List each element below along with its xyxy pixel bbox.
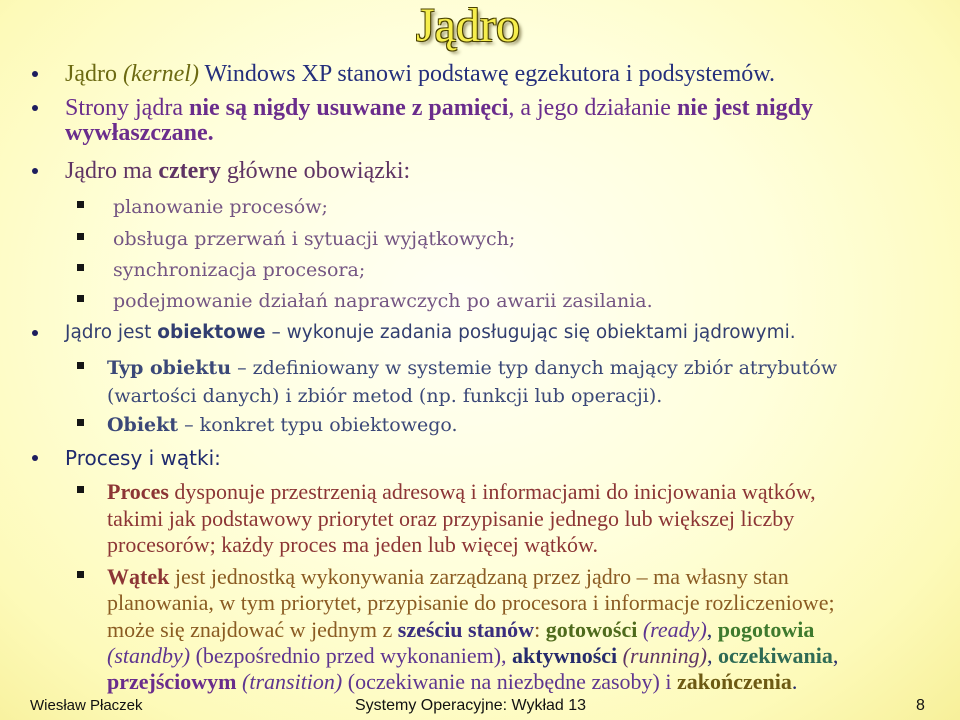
thread-text: planowania, w tym priorytet, przypisanie do procesora i informacje rozliczeniowe;: [107, 590, 835, 616]
process-text: takimi jak podstawowy priorytet oraz przypisanie jednego lub większej liczby: [107, 505, 795, 531]
square-bullet-icon: [77, 486, 84, 493]
bullet-dot-icon: [32, 455, 38, 461]
footer-course: Systemy Operacyjne: Wykład 13: [355, 697, 587, 714]
thread-text: może się znajdować w jednym z: [107, 616, 393, 642]
state-standby-note: (bezpośrednio przed wykonaniem),: [195, 642, 507, 668]
duties-intro: [65, 158, 410, 184]
process-text: procesorów; każdy proces ma jeden lub więcej wątków.: [107, 532, 598, 557]
object-type-term: Typ obiektu: [107, 357, 232, 379]
state-terminated: zakończenia: [676, 669, 792, 694]
objects-keyword: obiektowe: [157, 322, 266, 343]
state-ready-english: (ready): [642, 616, 707, 642]
objects-intro-end: – wykonuje zadania posługując się obiektami jądrowymi.: [271, 322, 796, 343]
kernel-term-english: (kernel): [122, 61, 199, 87]
duties-count: cztery: [158, 158, 221, 184]
duties-intro-start: Jądro ma: [65, 158, 153, 184]
kernel-pages-connector: , a jego działanie: [508, 95, 671, 121]
thread-punct: .: [791, 669, 798, 694]
square-bullet-icon: [77, 362, 84, 369]
thread-text: jest jednostką wykonywania zarządzaną przez jądro – ma własny stan: [174, 564, 789, 589]
object-term: Obiekt: [107, 414, 179, 436]
object-type-definition: – zdefiniowany w systemie typ danych mający zbiór atrybutów: [237, 357, 838, 379]
bullet-dot-icon: [32, 71, 38, 77]
thread-term: Wątek: [107, 564, 170, 589]
kernel-definition-text: Windows XP stanowi podstawę egzekutora i podsystemów.: [204, 61, 776, 87]
square-bullet-icon: [77, 419, 84, 426]
slide-title: Jądro: [416, 0, 520, 52]
object-definition: – konkret typu obiektowego.: [184, 414, 458, 436]
state-transition: przejściowym: [107, 669, 237, 694]
kernel-pages-subject: Strony jądra: [65, 95, 183, 121]
process-text: dysponuje przestrzenią adresową i informacjami do inicjowania wątków,: [174, 479, 816, 504]
objects-intro-start: Jądro jest: [65, 322, 152, 343]
thread-item: [107, 564, 838, 695]
kernel-pages-paragraph: [65, 96, 813, 146]
duty-item: podejmowanie działań naprawczych po awarii zasilania.: [113, 290, 653, 312]
square-bullet-icon: [77, 233, 84, 240]
duty-item: synchronizacja procesora;: [113, 259, 366, 281]
kernel-pages-never-preempted-end: wywłaszczane.: [65, 120, 214, 146]
kernel-term: Jądro: [65, 61, 117, 87]
kernel-pages-never-removed: nie są nigdy usuwane z pamięci: [188, 95, 509, 121]
state-waiting: oczekiwania: [718, 642, 833, 668]
thread-punct: ,: [707, 642, 713, 668]
object-item: [107, 411, 458, 439]
kernel-definition-line: [65, 61, 775, 87]
footer-page-number: 8: [916, 697, 925, 714]
state-transition-english: (transition): [242, 669, 343, 694]
duties-intro-end: główne obowiązki:: [226, 158, 411, 184]
process-item: [107, 479, 816, 559]
state-ready: gotowości: [545, 616, 638, 642]
state-running-english: (running): [622, 642, 707, 668]
state-transition-note: (oczekiwanie na niezbędne zasoby) i: [347, 669, 672, 694]
kernel-pages-never-preempted: nie jest nigdy: [676, 95, 813, 121]
thread-punct: :: [534, 616, 541, 642]
object-type-item: [107, 354, 837, 410]
duty-item: obsługa przerwań i sytuacji wyjątkowych;: [113, 228, 516, 250]
processes-heading: Procesy i wątki:: [65, 446, 221, 470]
state-running: aktywności: [512, 642, 618, 668]
bullet-dot-icon: [32, 105, 38, 111]
duty-item: planowanie procesów;: [113, 196, 328, 218]
bullet-dot-icon: [32, 168, 38, 174]
object-type-definition-cont: (wartości danych) i zbiór metod (np. funkcji lub operacji).: [107, 385, 663, 407]
thread-punct: ,: [832, 642, 839, 668]
thread-punct: ,: [706, 616, 713, 642]
bullet-dot-icon: [32, 330, 38, 336]
process-term: Proces: [107, 479, 169, 504]
thread-states-count: sześciu stanów: [397, 616, 535, 642]
state-standby-english: (standby): [107, 642, 191, 668]
footer-author: Wiesław Płaczek: [30, 697, 143, 714]
objects-intro: [65, 321, 796, 345]
square-bullet-icon: [77, 264, 84, 271]
square-bullet-icon: [77, 201, 84, 208]
state-standby: pogotowia: [717, 616, 815, 642]
square-bullet-icon: [77, 571, 84, 578]
square-bullet-icon: [77, 295, 84, 302]
